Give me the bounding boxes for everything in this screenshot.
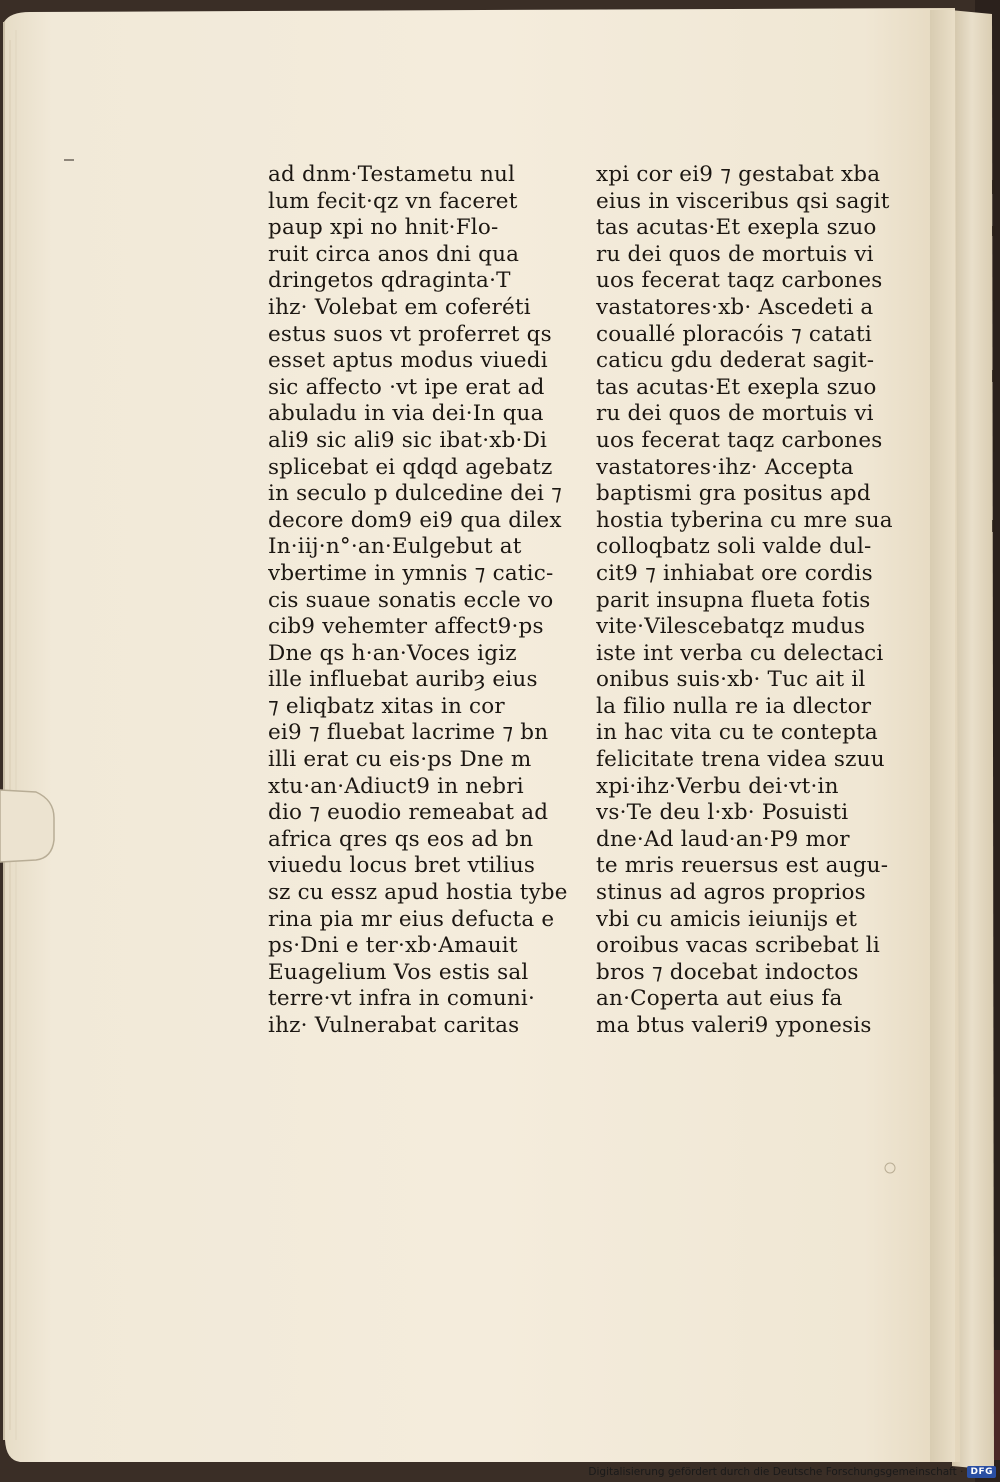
right-column-line: tas acutas·Et exepla szuo <box>596 374 877 400</box>
right-column-line: vastatores·xb· Ascedeti a <box>596 294 874 320</box>
right-column-line: vs·Te deu l·xb· Posuisti <box>596 800 849 826</box>
left-column-line: ali9 sic ali9 sic ibat·xb·Di <box>268 427 548 453</box>
left-column-line: Dne qs h·an·Voces igiz <box>268 640 517 666</box>
right-column-line: onibus suis·xb· Tuc ait il <box>596 667 866 693</box>
left-column-line: ruit circa anos dni qua <box>268 241 520 267</box>
right-column-line: ma btus valeri9 yponesis <box>596 1013 872 1038</box>
left-column-line: sz cu essz apud hostia tybe <box>268 880 568 906</box>
right-column-line: vbi cu amicis ieiunijs et <box>596 906 858 932</box>
right-column-line: in hac vita cu te contepta <box>596 720 878 746</box>
left-column-line: paup xpi no hnit·Flo- <box>268 215 499 241</box>
left-column-line: lum fecit·qz vn faceret <box>268 188 518 214</box>
right-column-line: parit insupna flueta fotis <box>596 587 871 613</box>
right-column-line: xpi cor ei9 ⁊ gestabat xba <box>596 162 881 187</box>
left-column-line: africa qres qs eos ad bn <box>268 826 534 852</box>
left-column-line: ps·Dni e ter·xb·Amauit <box>268 933 518 959</box>
right-column-line: caticu gdu dederat sagit- <box>596 348 875 374</box>
left-column-line: dio ⁊ euodio remeabat ad <box>268 800 549 826</box>
right-column-line: bros ⁊ docebat indoctos <box>596 959 859 985</box>
left-column-line: ad dnm·Testametu nul <box>268 162 516 187</box>
left-column-line: illi erat cu eis·ps Dne m <box>268 747 532 773</box>
left-column-line: ille influebat auribȝ eius <box>268 667 538 693</box>
left-column-line: terre·vt infra in comuni· <box>268 986 536 1012</box>
right-column-line: baptismi gra positus apd <box>596 481 871 507</box>
right-column-line: eius in visceribus qsi sagit <box>596 188 890 214</box>
left-column-line: cis suaue sonatis eccle vo <box>268 587 554 613</box>
credit-text: Digitalisierung gefördert durch die Deutsche Forschungsgemeinschaft · <box>588 1466 964 1478</box>
text-column-right <box>596 162 908 1040</box>
left-column-line: ihz· Volebat em coferéti <box>268 294 531 320</box>
right-column-line: hostia tyberina cu mre sua <box>596 507 893 533</box>
left-column-line: decore dom9 ei9 qua dilex <box>268 507 562 533</box>
right-column-line: tas acutas·Et exepla szuo <box>596 215 877 241</box>
text-column-left <box>268 162 568 1040</box>
left-column-line: sic affecto ·vt ipe erat ad <box>268 374 545 400</box>
left-column-line: xtu·an·Adiuct9 in nebri <box>268 773 524 799</box>
right-column-line: ru dei quos de mortuis vi <box>596 241 874 267</box>
left-column-line: esset aptus modus viuedi <box>268 348 548 374</box>
left-column-line: dringetos qdraginta·T <box>268 268 511 294</box>
right-column-line: vastatores·ihz· Accepta <box>596 454 854 480</box>
right-column-line: colloqbatz soli valde dul- <box>596 534 872 560</box>
right-column-line: couallé ploracóis ⁊ catati <box>596 321 872 347</box>
right-column-line: te mris reuersus est augu- <box>596 853 889 879</box>
right-column-line: xpi·ihz·Verbu dei·vt·in <box>596 773 839 799</box>
left-column-line: abuladu in via dei·In qua <box>268 401 544 427</box>
left-column-line: ⁊ eliqbatz xitas in cor <box>268 693 505 719</box>
left-column-line: Euagelium Vos estis sal <box>268 959 529 985</box>
digitization-credit <box>588 1462 1000 1482</box>
right-column-line: an·Coperta aut eius fa <box>596 986 843 1012</box>
dfg-logo-icon: DFG <box>967 1466 996 1478</box>
left-column-line: splicebat ei qdqd agebatz <box>268 454 553 480</box>
left-column-line: rina pia mr eius defucta e <box>268 906 555 932</box>
left-column-line: ihz· Vulnerabat caritas <box>268 1013 520 1038</box>
right-column-line: uos fecerat taqz carbones <box>596 427 883 453</box>
left-column-line: cib9 vehemter affect9·ps <box>268 614 544 640</box>
left-column-line: vbertime in ymnis ⁊ catic- <box>268 560 554 586</box>
right-column-line: ru dei quos de mortuis vi <box>596 401 874 427</box>
left-column-line: in seculo p dulcedine dei ⁊ <box>268 481 563 507</box>
right-column-line: dne·Ad laud·an·P9 mor <box>596 826 850 852</box>
left-column-line: viuedu locus bret vtilius <box>268 853 536 879</box>
right-column-line: vite·Vilescebatqz mudus <box>596 614 866 640</box>
left-column-line: In·iij·n°·an·Eulgebut at <box>268 534 522 560</box>
right-column-line: la filio nulla re ia dlector <box>596 693 872 719</box>
right-column-line: cit9 ⁊ inhiabat ore cordis <box>596 560 873 586</box>
right-column-line: uos fecerat taqz carbones <box>596 268 883 294</box>
right-column-line: stinus ad agros proprios <box>596 880 866 906</box>
left-column-line: ei9 ⁊ fluebat lacrime ⁊ bn <box>268 720 549 746</box>
right-column-line: felicitate trena videa szuu <box>596 747 885 773</box>
right-column-line: oroibus vacas scribebat li <box>596 933 880 959</box>
right-column-line: iste int verba cu delectaci <box>596 640 884 666</box>
left-column-line: estus suos vt proferret qs <box>268 321 552 347</box>
